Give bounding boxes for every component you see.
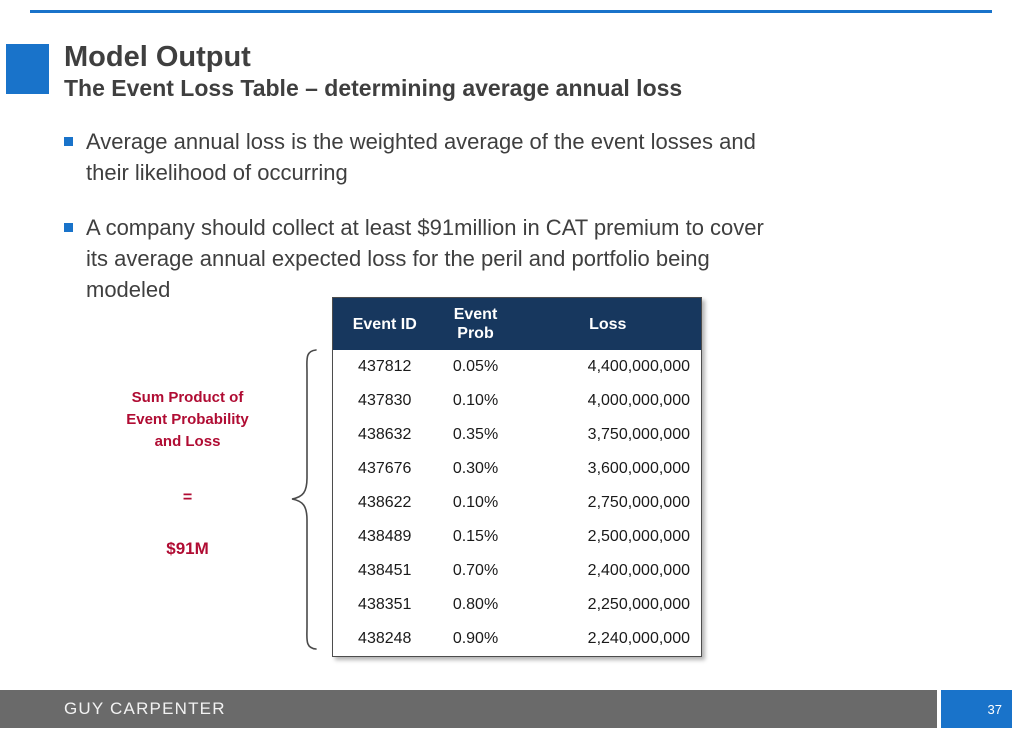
- table-row: [333, 486, 702, 520]
- curly-brace: [285, 348, 319, 651]
- table-cell: 0.05%: [437, 350, 515, 384]
- table-cell: 2,750,000,000: [515, 486, 702, 520]
- table-cell: 0.80%: [437, 588, 515, 622]
- page-number-badge: [941, 690, 1012, 728]
- table-cell: 2,500,000,000: [515, 520, 702, 554]
- table-cell: 438248: [333, 622, 437, 657]
- table-cell: 4,000,000,000: [515, 384, 702, 418]
- table-cell: 0.90%: [437, 622, 515, 657]
- annotation-result-value: $91M: [166, 539, 209, 558]
- table-cell: 0.35%: [437, 418, 515, 452]
- bullet-square-icon: [64, 223, 73, 232]
- slide-subtitle: The Event Loss Table – determining average annual loss: [64, 75, 683, 101]
- table-cell: 3,750,000,000: [515, 418, 702, 452]
- slide-header: [64, 40, 682, 102]
- title-accent-square: [6, 44, 49, 94]
- bullet-text-line: Average annual loss is the weighted average of the event losses and: [86, 129, 756, 154]
- table-row: [333, 520, 702, 554]
- bullet-text-line: modeled: [86, 277, 171, 302]
- table-cell: 438632: [333, 418, 437, 452]
- bullet-text-line: A company should collect at least $91million in CAT premium to cover: [86, 215, 764, 240]
- table-cell: 0.10%: [437, 486, 515, 520]
- table-cell: 2,240,000,000: [515, 622, 702, 657]
- table-row: [333, 452, 702, 486]
- bullet-text: [86, 212, 764, 305]
- table-cell: 0.15%: [437, 520, 515, 554]
- table-cell: 0.10%: [437, 384, 515, 418]
- col-header-loss: Loss: [515, 298, 702, 351]
- table-cell: 4,400,000,000: [515, 350, 702, 384]
- table-cell: 438489: [333, 520, 437, 554]
- table-cell: 437830: [333, 384, 437, 418]
- table-cell: 0.70%: [437, 554, 515, 588]
- page-number: 37: [987, 701, 1002, 717]
- table-cell: 437812: [333, 350, 437, 384]
- brand-logo-text: GUY CARPENTER: [64, 699, 226, 718]
- table-cell: 3,600,000,000: [515, 452, 702, 486]
- bullet-item: [64, 126, 944, 188]
- bullet-text-line: its average annual expected loss for the peril and portfolio being: [86, 246, 710, 271]
- table-cell: 0.30%: [437, 452, 515, 486]
- annotation-line: Event Probability: [126, 411, 249, 428]
- table-row: [333, 384, 702, 418]
- annotation-line: and Loss: [154, 433, 221, 450]
- bullet-text: [86, 126, 756, 188]
- table-cell: 2,400,000,000: [515, 554, 702, 588]
- sum-product-annotation: [100, 387, 275, 453]
- footer-bar: [0, 690, 937, 728]
- table-cell: 438351: [333, 588, 437, 622]
- event-loss-table: [332, 297, 702, 657]
- table-row: [333, 588, 702, 622]
- table-row: [333, 418, 702, 452]
- col-header-event-prob: Event Prob: [437, 298, 515, 351]
- table-row: [333, 350, 702, 384]
- col-header-event-id: Event ID: [333, 298, 437, 351]
- table-row: [333, 622, 702, 657]
- top-accent-rule: [30, 10, 992, 13]
- table-cell: 2,250,000,000: [515, 588, 702, 622]
- table-cell: 437676: [333, 452, 437, 486]
- header-row: [333, 298, 702, 351]
- table-row: [333, 554, 702, 588]
- bullet-item: [64, 212, 944, 305]
- table-cell: 438451: [333, 554, 437, 588]
- table-cell: 438622: [333, 486, 437, 520]
- event-table-header: [333, 298, 702, 351]
- equals-sign: =: [182, 489, 193, 506]
- slide-title: Model Output: [64, 41, 251, 73]
- bullet-text-line: their likelihood of occurring: [86, 160, 348, 185]
- bullet-square-icon: [64, 137, 73, 146]
- annotation-line: Sum Product of: [131, 389, 244, 406]
- event-table-body: [333, 350, 702, 657]
